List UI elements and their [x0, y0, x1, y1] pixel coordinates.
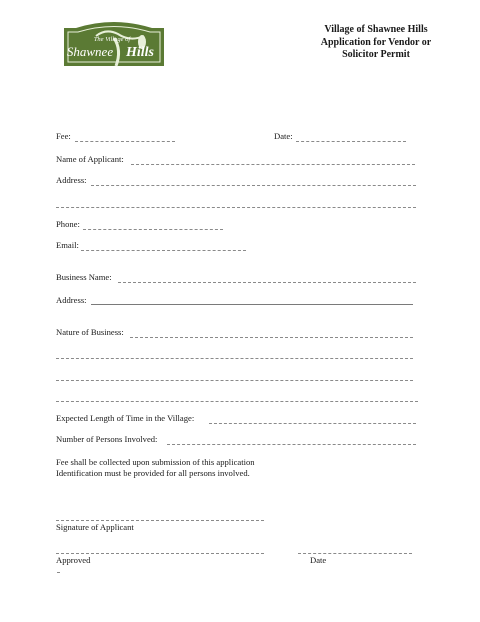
email-field[interactable] [81, 250, 246, 251]
business-name-field[interactable] [118, 282, 416, 283]
applicant-address-field-2[interactable] [56, 207, 416, 208]
fee-note: Fee shall be collected upon submission of this application [56, 457, 255, 467]
date-label: Date: [274, 131, 293, 141]
village-logo [56, 14, 172, 70]
business-address-field[interactable] [91, 304, 413, 305]
nature-of-business-field-3[interactable] [56, 380, 413, 381]
phone-field[interactable] [83, 229, 223, 230]
business-name-label: Business Name: [56, 272, 112, 282]
nature-of-business-field-2[interactable] [56, 358, 413, 359]
identification-note: Identification must be provided for all persons involved. [56, 468, 250, 478]
approval-date-label: Date [310, 555, 327, 565]
logo-text-line3: Hills [125, 45, 155, 60]
applicant-signature-label: Signature of Applicant [56, 522, 134, 532]
header-line-1: Village of Shawnee Hills [324, 24, 428, 35]
approved-signature-field[interactable] [56, 553, 264, 554]
logo-text-line2: Shawnee [66, 44, 114, 59]
applicant-address-field-1[interactable] [91, 185, 416, 186]
business-address-label: Address: [56, 295, 87, 305]
document-header [296, 24, 456, 62]
nature-of-business-label: Nature of Business: [56, 327, 124, 337]
nature-of-business-field-1[interactable] [130, 337, 413, 338]
expected-length-field[interactable] [209, 423, 416, 424]
applicant-name-label: Name of Applicant: [56, 154, 124, 164]
logo-text-line1: The Village of [93, 36, 131, 43]
persons-involved-field[interactable] [167, 444, 416, 445]
date-field[interactable] [296, 141, 406, 142]
expected-length-label: Expected Length of Time in the Village: [56, 413, 195, 423]
fee-field[interactable] [75, 141, 175, 142]
trailing-mark [57, 572, 60, 573]
header-line-3: Solicitor Permit [342, 49, 410, 60]
email-label: Email: [56, 240, 79, 250]
applicant-signature-field[interactable] [56, 520, 264, 521]
approval-date-field[interactable] [298, 553, 412, 554]
persons-involved-label: Number of Persons Involved: [56, 434, 158, 444]
approved-label: Approved [56, 555, 91, 565]
logo-emblem [56, 14, 172, 70]
phone-label: Phone: [56, 219, 80, 229]
applicant-address-label: Address: [56, 175, 87, 185]
applicant-name-field[interactable] [131, 164, 415, 165]
fee-label: Fee: [56, 131, 71, 141]
nature-of-business-field-4[interactable] [56, 401, 418, 402]
header-line-2: Application for Vendor or [320, 36, 432, 48]
